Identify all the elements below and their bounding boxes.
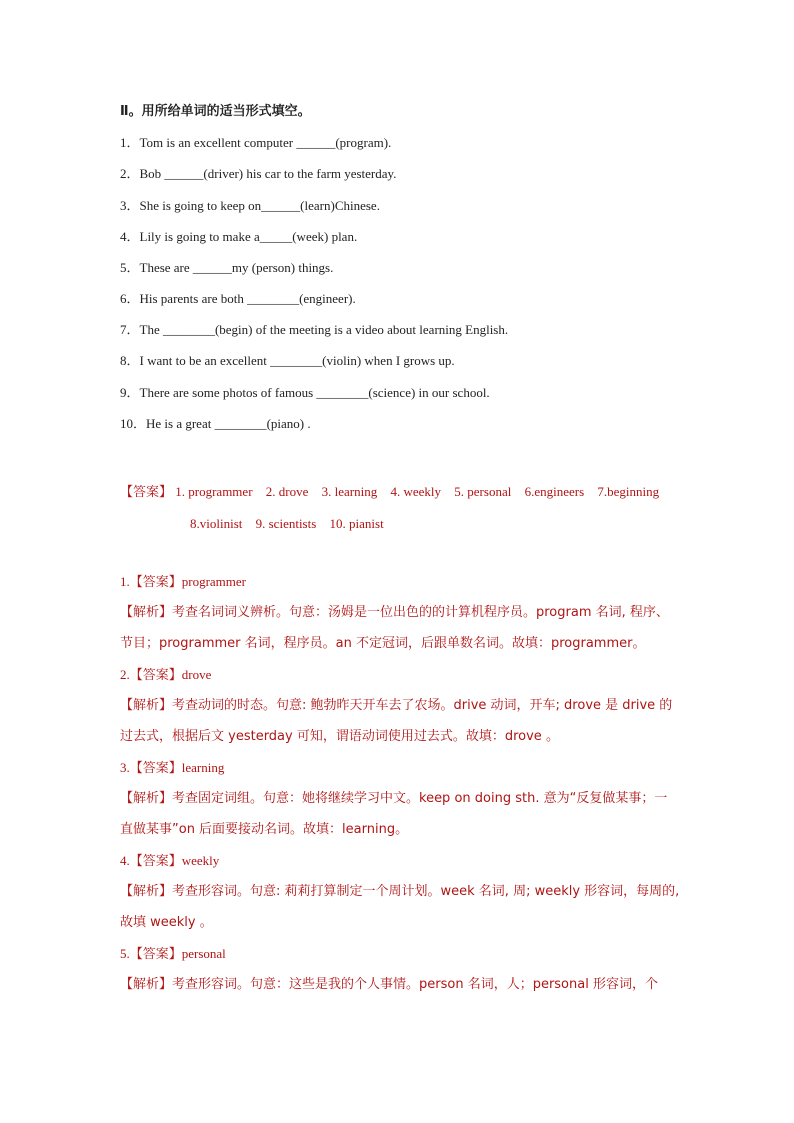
section-title: Ⅱ。用所给单词的适当形式填空。 [120, 104, 311, 119]
explanation-text-1: 【解析】考查名词词义辨析。句意：汤姆是一位出色的的计算机程序员。program 名词, 程序、节目；programmer 名词，程序员。an 不定冠词，后跟单数名词。故填：programmer。 [120, 605, 669, 651]
question-6: 6．His parents are both ________(engineer). [120, 291, 356, 306]
answer-item: 5. personal [454, 484, 512, 499]
question-10: 10．He is a great ________(piano) . [120, 416, 311, 431]
question-9: 9．There are some photos of famous ________(science) in our school. [120, 385, 490, 400]
answer-key-label: 【答案】 [120, 485, 173, 500]
answer-item: 7.beginning [597, 484, 660, 499]
question-7: 7．The ________(begin) of the meeting is a video about learning English. [120, 322, 509, 337]
answer-item: 8.violinist [190, 516, 243, 531]
explanation-text-4: 【解析】考查形容词。句意: 莉莉打算制定一个周计划。week 名词, 周; weekly 形容词，每周的, 故填 weekly 。 [120, 884, 680, 930]
explanation-text-3: 【解析】考查固定词组。句意：她将继续学习中文。keep on doing sth. 意为“反复做某事；一直做某事”on 后面要接动名词。故填：learning。 [120, 791, 668, 837]
answer-item: 3. learning [321, 484, 378, 499]
question-2: 2．Bob ______(driver) his car to the farm yesterday. [120, 166, 397, 181]
answer-key-row-2 [120, 508, 680, 539]
answer-item: 9. scientists [255, 516, 317, 531]
explanation-answer-2: 2.【答案】drove [120, 667, 212, 682]
answer-item: 4. weekly [390, 484, 442, 499]
answer-item: 6.engineers [524, 484, 585, 499]
explanation-answer-4: 4.【答案】weekly [120, 853, 220, 868]
answer-key-row-1 [120, 476, 680, 508]
answer-key [120, 476, 680, 539]
explanation-answer-1: 1.【答案】programmer [120, 574, 247, 589]
explanation-text-5: 【解析】考查形容词。句意：这些是我的个人事情。person 名词，人；personal 形容词，个 [120, 977, 658, 992]
question-8: 8．I want to be an excellent ________(violin) when I grows up. [120, 353, 455, 368]
answer-item: 2. drove [265, 484, 309, 499]
question-3: 3．She is going to keep on______(learn)Chinese. [120, 198, 380, 213]
explanation-answer-3: 3.【答案】learning [120, 760, 225, 775]
explanations [120, 566, 680, 1000]
question-1: 1．Tom is an excellent computer ______(program). [120, 135, 392, 150]
answer-item: 10. pianist [329, 516, 384, 531]
question-5: 5．These are ______my (person) things. [120, 260, 334, 275]
question-4: 4．Lily is going to make a_____(week) plan. [120, 229, 358, 244]
explanation-answer-5: 5.【答案】personal [120, 946, 226, 961]
answer-item: 1. programmer [175, 484, 253, 499]
explanation-text-2: 【解析】考查动词的时态。句意: 鲍勃昨天开车去了农场。drive 动词，开车; drove 是 drive 的过去式，根据后文 yesterday 可知，谓语动词使用过去式。故填：drove 。 [120, 698, 673, 744]
